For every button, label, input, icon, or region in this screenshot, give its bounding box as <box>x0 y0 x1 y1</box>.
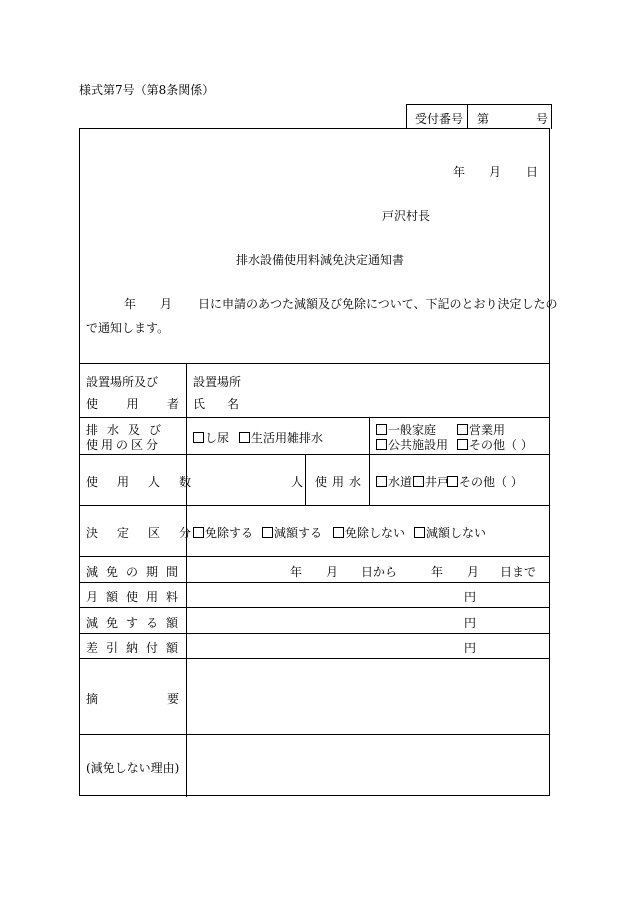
period-to-month: 月 <box>467 565 480 579</box>
usage-category-label: 使用の区分 <box>86 438 162 452</box>
checkbox-icon[interactable] <box>413 476 424 487</box>
summary-label-b: 要 <box>167 692 180 706</box>
persons-label: 使用人数 <box>86 475 211 489</box>
use-option-public[interactable]: 公共施設用 <box>376 436 448 453</box>
reduction-amount-label: 減免する額 <box>86 616 187 630</box>
net-payment-unit: 円 <box>464 641 477 655</box>
reason-label: (減免しない理由) <box>86 761 180 775</box>
receipt-label: 受付番号 <box>415 112 464 126</box>
summary-label-a: 摘 <box>86 692 99 706</box>
checkbox-icon[interactable] <box>333 527 344 538</box>
addressee: 戸沢村長 <box>382 209 431 223</box>
checkbox-icon[interactable] <box>376 439 387 450</box>
use-option-household[interactable]: 一般家庭 <box>376 421 436 438</box>
checkbox-icon[interactable] <box>447 476 458 487</box>
decision-label: 決定区分 <box>86 526 211 540</box>
checkbox-icon[interactable] <box>376 476 387 487</box>
period-to-day: 日まで <box>500 565 537 579</box>
checkbox-icon[interactable] <box>376 424 387 435</box>
water-option-tap[interactable]: 水道 <box>376 473 412 490</box>
name-label-b: 名 <box>227 397 240 411</box>
document-title: 排水設備使用料減免決定通知書 <box>236 253 405 267</box>
notice-form <box>79 128 558 796</box>
name-label-a: 氏 <box>193 397 206 411</box>
water-option-well[interactable]: 井戸 <box>413 473 449 490</box>
date-year: 年 <box>453 165 466 179</box>
period-from-month: 月 <box>326 565 339 579</box>
checkbox-icon[interactable] <box>262 527 273 538</box>
water-option-other[interactable]: その他（ ） <box>447 473 523 490</box>
body-month: 月 <box>160 297 173 311</box>
body-year: 年 <box>124 297 137 311</box>
checkbox-icon[interactable] <box>193 527 204 538</box>
period-to-year: 年 <box>431 565 444 579</box>
decision-option-not-exempt[interactable]: 免除しない <box>333 524 405 541</box>
decision-option-exempt[interactable]: 免除する <box>193 524 253 541</box>
period-from-year: 年 <box>290 565 303 579</box>
category-option-urine[interactable]: し尿 <box>193 429 229 446</box>
period-label: 減免の期間 <box>86 565 187 579</box>
decision-option-reduce[interactable]: 減額する <box>262 524 322 541</box>
receipt-number-box <box>406 104 552 129</box>
location-label: 設置場所及び <box>86 375 159 389</box>
date-month: 月 <box>489 165 502 179</box>
body-text-line2: で通知します。 <box>86 321 170 335</box>
use-option-business[interactable]: 営業用 <box>457 421 505 438</box>
monthly-fee-unit: 円 <box>464 590 477 604</box>
drainage-label: 排水及び <box>86 423 171 437</box>
category-option-graywater[interactable]: 生活用雑排水 <box>239 429 323 446</box>
checkbox-icon[interactable] <box>193 432 204 443</box>
decision-option-not-reduce[interactable]: 減額しない <box>414 524 486 541</box>
body-text-line1: 日に申請のあつた減額及び免除について、下記のとおり決定したの <box>198 297 558 311</box>
user-label: 使 用 者 <box>86 397 179 411</box>
checkbox-icon[interactable] <box>239 432 250 443</box>
persons-unit: 人 <box>291 475 304 489</box>
water-label: 使用水 <box>315 475 367 489</box>
period-from-day: 日から <box>361 565 398 579</box>
location-field-label: 設置場所 <box>193 375 242 389</box>
receipt-go: 号 <box>536 112 549 126</box>
reduction-amount-unit: 円 <box>464 616 477 630</box>
checkbox-icon[interactable] <box>457 424 468 435</box>
use-option-other[interactable]: その他（ ） <box>457 436 533 453</box>
checkbox-icon[interactable] <box>414 527 425 538</box>
checkbox-icon[interactable] <box>457 439 468 450</box>
net-payment-label: 差引納付額 <box>86 641 187 655</box>
date-day: 日 <box>526 165 539 179</box>
form-number: 様式第7号（第8条関係） <box>79 83 215 97</box>
receipt-dai: 第 <box>477 112 490 126</box>
monthly-fee-label: 月額使用料 <box>86 590 187 604</box>
